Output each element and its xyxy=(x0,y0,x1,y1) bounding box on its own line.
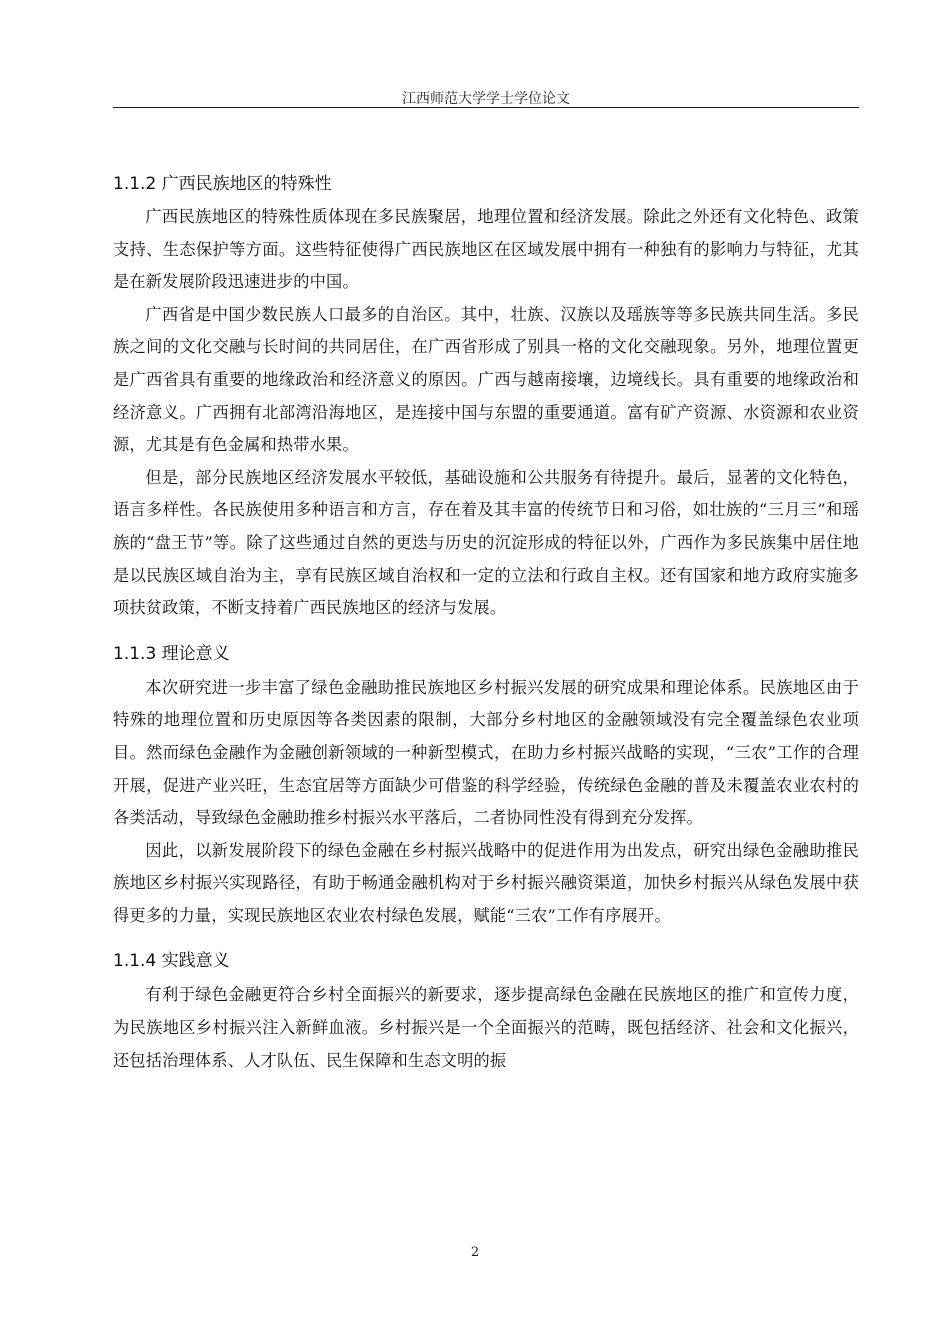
section-heading: 1.1.3 理论意义 xyxy=(113,643,230,664)
paragraph: 但是，部分民族地区经济发展水平较低，基础设施和公共服务有待提升。最后，显著的文化特色，语言多样性。各民族使用多种语言和方言，存在着及其丰富的传统节日和习俗，如壮族的“三月三”和瑶族的“盘王节”等。除了这些通过自然的更迭与历史的沉淀形成的特征以外，广西作为多民族集中居住地是以民族区域自治为主，享有民族区域自治权和一定的立法和行政自主权。还有国家和地方政府实施多项扶贫政策，不断支持着广西民族地区的经济与发展。 xyxy=(113,467,859,618)
paragraph: 因此，以新发展阶段下的绿色金融在乡村振兴战略中的促进作用为出发点，研究出绿色金融助推民族地区乡村振兴实现路径，有助于畅通金融机构对于乡村振兴融资渠道，加快乡村振兴从绿色发展中获得更多的力量，实现民族地区农业农村绿色发展，赋能“三农”工作有序展开。 xyxy=(113,840,859,925)
paragraph: 广西省是中国少数民族人口最多的自治区。其中，壮族、汉族以及瑶族等等多民族共同生活。多民族之间的文化交融与长时间的共同居住，在广西省形成了别具一格的文化交融现象。另外，地理位置更是广西省具有重要的地缘政治和经济意义的原因。广西与越南接壤，边境线长。具有重要的地缘政治和经济意义。广西拥有北部湾沿海地区，是连接中国与东盟的重要通道。富有矿产资源、水资源和农业资源，尤其是有色金属和热带水果。 xyxy=(113,304,859,455)
header-divider xyxy=(113,107,859,108)
paragraph: 广西民族地区的特殊性质体现在多民族聚居，地理位置和经济发展。除此之外还有文化特色、政策支持、生态保护等方面。这些特征使得广西民族地区在区域发展中拥有一种独有的影响力与特征，尤其是在新发展阶段迅速进步的中国。 xyxy=(113,207,859,292)
document-body xyxy=(113,160,859,1077)
running-header: 江西师范大学学士学位论文 xyxy=(402,91,570,107)
paragraph: 有利于绿色金融更符合乡村全面振兴的新要求，逐步提高绿色金融在民族地区的推广和宣传力度，为民族地区乡村振兴注入新鲜血液。乡村振兴是一个全面振兴的范畴，既包括经济、社会和文化振兴，还包括治理体系、人才队伍、民生保障和生态文明的振 xyxy=(113,985,859,1070)
paragraph: 本次研究进一步丰富了绿色金融助推民族地区乡村振兴发展的研究成果和理论体系。民族地区由于特殊的地理位置和历史原因等各类因素的限制，大部分乡村地区的金融领域没有完全覆盖绿色农业项目。然而绿色金融作为金融创新领域的一种新型模式，在助力乡村振兴战略的实现，“三农”工作的合理开展，促进产业兴旺，生态宜居等方面缺少可借鉴的科学经验，传统绿色金融的普及未覆盖农业农村的各类活动，导致绿色金融助推乡村振兴水平落后，二者协同性没有得到充分发挥。 xyxy=(113,677,859,828)
section-heading: 1.1.4 实践意义 xyxy=(113,951,230,972)
page-number: 2 xyxy=(470,1245,480,1260)
section-heading: 1.1.2 广西民族地区的特殊性 xyxy=(113,174,332,194)
